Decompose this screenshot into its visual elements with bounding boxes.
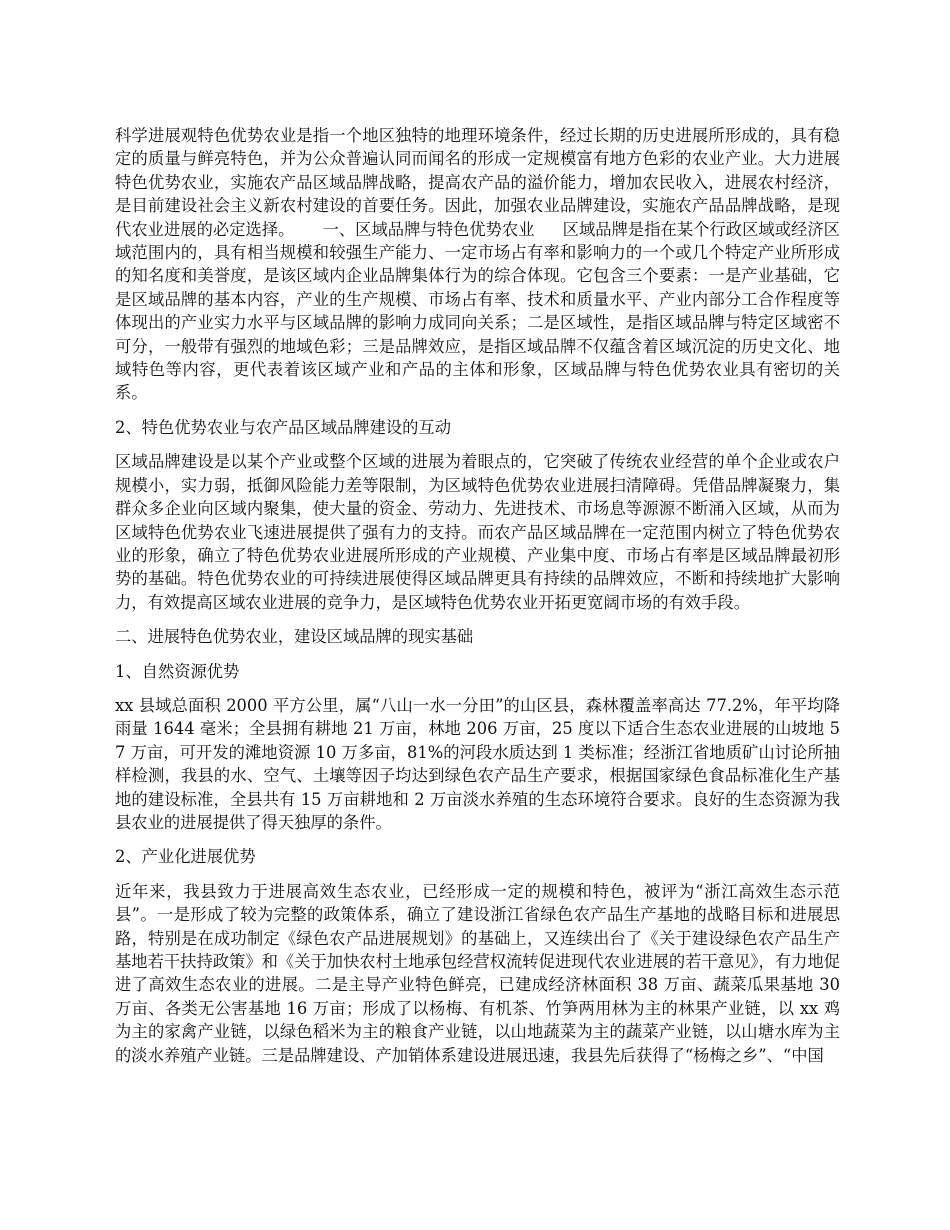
industrialization-paragraph: 近年来，我县致力于进展高效生态农业，已经形成一定的规模和特色，被评为“浙江高效生态示范县”。一是形成了较为完整的政策体系，确立了建设浙江省绿色农产品生产基地的战略目标和进展思路，特别是在成功制定《绿色农产品进展规划》的基础上，又连续出台了《关于建设绿色农产品生产基地若干扶持政策》和《关于加快农村土地承包经营权流转促进现代农业进展的若干意见》，有力地促进了高效生态农业的进展。二是主导产业特色鲜亮，已建成经济林面积 38 万亩、蔬菜瓜果基地 30 万亩、各类无公害基地 16 万亩；形成了以杨梅、有机茶、竹笋两用林为主的林果产业链，以 xx 鸡为主的家禽产业链，以绿色稻米为主的粮食产业链，以山地蔬菜为主的蔬菜产业链，以山塘水库为主的淡水养殖产业链。三是品牌建设、产加销体系建设进展迅速，我县先后获得了“杨梅之乡”、“中国: [115, 881, 840, 1065]
document-page: [115, 124, 840, 1078]
section-heading-interaction: 2、特色优势农业与农产品区域品牌建设的互动: [115, 417, 451, 437]
section-heading-industrialization: 2、产业化进展优势: [115, 847, 256, 867]
section-heading-natural-resources: 1、自然资源优势: [115, 661, 240, 681]
intro-text: 科学进展观特色优势农业是指一个地区独特的地理环境条件，经过长期的历史进展所形成的，具有稳定的质量与鲜亮特色，并为公众普遍认同而闻名的形成一定规模富有地方色彩的农业产业。大力进展特色优势农业，实施农产品区域品牌战略，提高农产品的溢价能力，增加农民收入，进展农村经济，是目前建设社会主义新农村建设的首要任务。因此，加强农业品牌建设，实施农产品品牌战略，是现代农业进展的必定选择。: [115, 126, 840, 239]
regional-brand-text: 区域品牌是指在某个行政区域或经济区域范围内的，具有相当规模和较强生产能力、一定市场占有率和影响力的一个或几个特定产业所形成的知名度和美誉度，是该区域内企业品牌集体行为的综合体现。它包含三个要素：一是产业基础，它是区域品牌的基本内容，产业的生产规模、市场占有率、技术和质量水平、产业内部分工合作程度等体现出的产业实力水平与区域品牌的影响力成同向关系；二是区域性，是指区域品牌与特定区域密不可分，一般带有强烈的地域色彩；三是品牌效应，是指区域品牌不仅蕴含着区域沉淀的历史文化、地域特色等内容，更代表着该区域产业和产品的主体和形象，区域品牌与特色优势农业具有密切的关系。: [115, 219, 840, 403]
interaction-paragraph: 区域品牌建设是以某个产业或整个区域的进展为着眼点的，它突破了传统农业经营的单个企业或农户规模小，实力弱，抵御风险能力差等限制，为区域特色优势农业进展扫清障碍。凭借品牌凝聚力，集群众多企业向区域内聚集，使大量的资金、劳动力、先进技术、市场息等源源不断涌入区域，从而为区域特色优势农业飞速进展提供了强有力的支持。而农产品区域品牌在一定范围内树立了特色优势农业的形象，确立了特色优势农业进展所形成的产业规模、产业集中度、市场占有率是区域品牌最初形势的基础。特色优势农业的可持续进展使得区域品牌更具有持续的品牌效应，不断和持续地扩大影响力，有效提高区域农业进展的竞争力，是区域特色优势农业开拓更宽阔市场的有效手段。: [115, 452, 840, 612]
natural-resources-paragraph: xx 县域总面积 2000 平方公里，属“八山一水一分田”的山区县，森林覆盖率高达 77.2%，年平均降雨量 1644 毫米；全县拥有耕地 21 万亩，林地 206 万亩，25 度以下适合生态农业进展的山坡地 57 万亩，可开发的滩地资源 10 万多亩，81%的河段水质达到 1 类标准；经浙江省地质矿山讨论所抽样检测，我县的水、空气、土壤等因子均达到绿色农产品生产要求，根据国家绿色食品标准化生产基地的建设标准，全县共有 15 万亩耕地和 2 万亩淡水养殖的生态环境符合要求。良好的生态资源为我县农业的进展提供了得天独厚的条件。: [115, 695, 840, 832]
intro-paragraph: [115, 124, 840, 405]
section-heading-realistic-basis: 二、进展特色优势农业，建设区域品牌的现实基础: [115, 627, 474, 647]
section-heading-regional-brand: 一、区域品牌与特色优势农业: [322, 219, 535, 239]
